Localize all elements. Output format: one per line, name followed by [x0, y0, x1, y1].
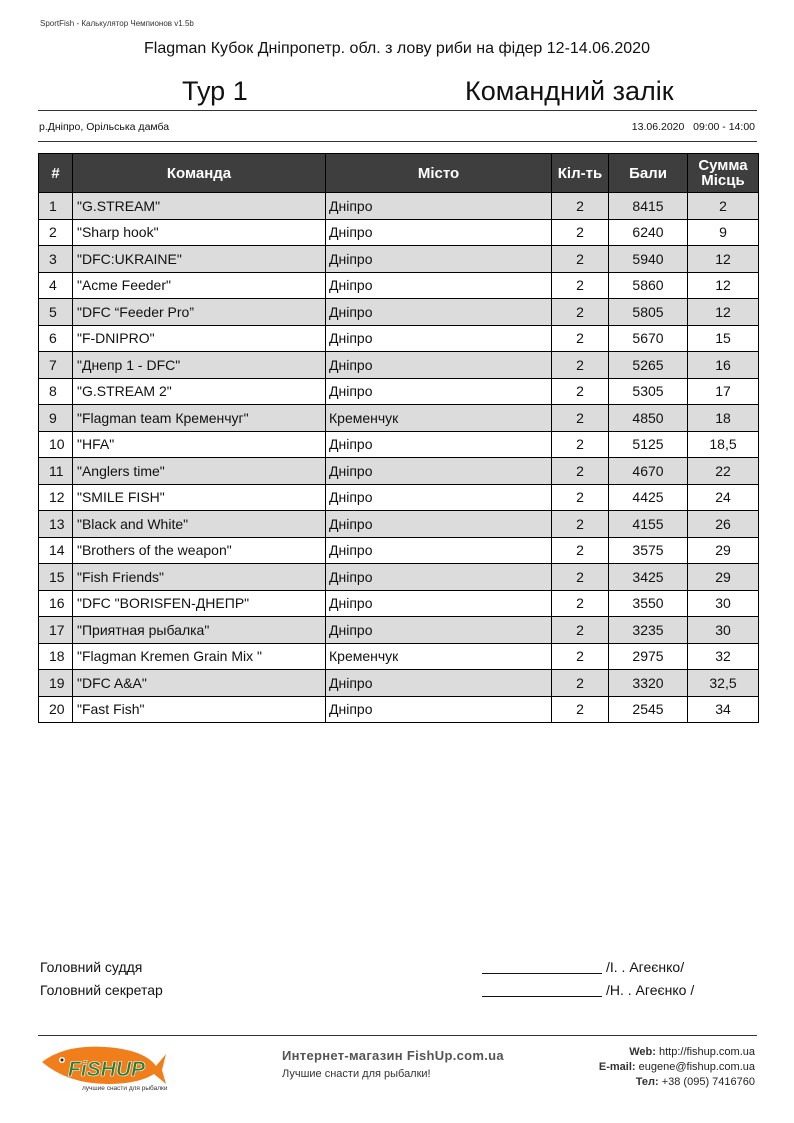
cell-num: 20 [39, 696, 73, 723]
cell-places: 12 [688, 299, 759, 326]
table-row [39, 219, 759, 246]
cell-places: 29 [688, 537, 759, 564]
secretary-label: Головний секретар [40, 982, 163, 998]
judge-name: /І. . Агеєнко/ [606, 959, 685, 975]
cell-points: 6240 [609, 219, 688, 246]
contact-tel [599, 1075, 755, 1090]
cell-points: 4425 [609, 484, 688, 511]
secretary-name: /Н. . Агеєнко / [606, 982, 695, 998]
cell-city: Дніпро [326, 458, 552, 485]
table-row [39, 564, 759, 591]
results-body [39, 193, 759, 723]
cell-places: 18 [688, 405, 759, 432]
cell-count: 2 [552, 484, 609, 511]
table-row [39, 458, 759, 485]
cell-city: Дніпро [326, 590, 552, 617]
cell-places: 18,5 [688, 431, 759, 458]
footer-divider [38, 1035, 757, 1036]
cell-count: 2 [552, 325, 609, 352]
cell-team: "Acme Feeder" [73, 272, 326, 299]
cell-num: 16 [39, 590, 73, 617]
cell-team: "Black and White" [73, 511, 326, 538]
cell-count: 2 [552, 352, 609, 379]
cell-places: 29 [688, 564, 759, 591]
cell-count: 2 [552, 696, 609, 723]
cell-team: "DFC A&A" [73, 670, 326, 697]
fish-logo-icon [38, 1040, 168, 1092]
cell-city: Дніпро [326, 511, 552, 538]
header-points: Бали [609, 154, 688, 193]
cell-num: 17 [39, 617, 73, 644]
cell-points: 2975 [609, 643, 688, 670]
shop-name: Интернет-магазин FishUp.com.ua [282, 1048, 504, 1063]
cell-team: "Anglers time" [73, 458, 326, 485]
table-row [39, 643, 759, 670]
table-row [39, 352, 759, 379]
cell-team: "F-DNIPRO" [73, 325, 326, 352]
cell-team: "DFC "BORISFEN-ДНЕПР" [73, 590, 326, 617]
cell-count: 2 [552, 299, 609, 326]
cell-places: 32 [688, 643, 759, 670]
cell-num: 11 [39, 458, 73, 485]
cell-places: 34 [688, 696, 759, 723]
table-row [39, 405, 759, 432]
date-time [632, 121, 755, 133]
tel-label: Тел: [635, 1076, 659, 1088]
cell-team: "Sharp hook" [73, 219, 326, 246]
cell-places: 22 [688, 458, 759, 485]
cell-city: Дніпро [326, 219, 552, 246]
cell-team: "Flagman team Кременчуг" [73, 405, 326, 432]
cell-places: 2 [688, 193, 759, 220]
cell-points: 2545 [609, 696, 688, 723]
cell-count: 2 [552, 458, 609, 485]
cell-num: 6 [39, 325, 73, 352]
table-row [39, 378, 759, 405]
event-title: Flagman Кубок Дніпропетр. обл. з лову риби на фідер 12-14.06.2020 [144, 40, 650, 57]
cell-team: "SMILE FISH" [73, 484, 326, 511]
cell-num: 3 [39, 246, 73, 273]
cell-points: 5305 [609, 378, 688, 405]
event-time: 09:00 - 14:00 [693, 121, 755, 133]
cell-places: 16 [688, 352, 759, 379]
cell-num: 7 [39, 352, 73, 379]
header-places [688, 154, 759, 193]
cell-places: 12 [688, 246, 759, 273]
cell-team: "Fish Friends" [73, 564, 326, 591]
cell-points: 8415 [609, 193, 688, 220]
cell-count: 2 [552, 219, 609, 246]
cell-points: 3235 [609, 617, 688, 644]
tel-number: +38 (095) 7416760 [661, 1076, 755, 1088]
cell-count: 2 [552, 643, 609, 670]
round-title: Тур 1 [182, 76, 248, 106]
judge-label: Головний суддя [40, 959, 143, 975]
cell-team: "DFC:UKRAINE" [73, 246, 326, 273]
cell-city: Дніпро [326, 431, 552, 458]
table-row [39, 272, 759, 299]
cell-team: "HFA" [73, 431, 326, 458]
cell-count: 2 [552, 617, 609, 644]
cell-team: "DFC “Feeder Pro” [73, 299, 326, 326]
software-caption: SportFish - Калькулятор Чемпионов v1.5b [40, 19, 194, 28]
header-places-line2: Місць [701, 172, 745, 189]
cell-places: 32,5 [688, 670, 759, 697]
cell-city: Дніпро [326, 246, 552, 273]
cell-points: 4155 [609, 511, 688, 538]
header-num: # [39, 154, 73, 193]
cell-num: 2 [39, 219, 73, 246]
table-row [39, 696, 759, 723]
cell-places: 24 [688, 484, 759, 511]
cell-points: 3575 [609, 537, 688, 564]
cell-city: Дніпро [326, 564, 552, 591]
cell-num: 10 [39, 431, 73, 458]
cell-num: 12 [39, 484, 73, 511]
cell-points: 5940 [609, 246, 688, 273]
header-divider [38, 110, 757, 111]
cell-city: Кременчук [326, 405, 552, 432]
cell-city: Дніпро [326, 537, 552, 564]
table-row [39, 431, 759, 458]
cell-city: Дніпро [326, 299, 552, 326]
cell-team: "G.STREAM" [73, 193, 326, 220]
judge-signature-line [482, 973, 602, 974]
cell-places: 30 [688, 617, 759, 644]
cell-count: 2 [552, 590, 609, 617]
cell-city: Дніпро [326, 272, 552, 299]
table-header-row [39, 154, 759, 193]
table-row [39, 325, 759, 352]
table-row [39, 590, 759, 617]
cell-points: 3550 [609, 590, 688, 617]
header-city: Місто [326, 154, 552, 193]
cell-team: "Flagman Kremen Grain Mix " [73, 643, 326, 670]
header-team: Команда [73, 154, 326, 193]
web-link[interactable]: http://fishup.com.ua [659, 1046, 755, 1058]
cell-num: 9 [39, 405, 73, 432]
cell-num: 13 [39, 511, 73, 538]
cell-num: 18 [39, 643, 73, 670]
cell-city: Дніпро [326, 352, 552, 379]
cell-points: 3425 [609, 564, 688, 591]
cell-city: Дніпро [326, 484, 552, 511]
table-row [39, 246, 759, 273]
venue-location: р.Дніпро, Орільська дамба [39, 121, 170, 133]
cell-count: 2 [552, 431, 609, 458]
header-places-line1: Сумма [698, 157, 748, 174]
cell-num: 1 [39, 193, 73, 220]
cell-team: "Brothers of the weapon" [73, 537, 326, 564]
standing-type-title: Командний залік [465, 76, 674, 106]
cell-city: Дніпро [326, 193, 552, 220]
cell-count: 2 [552, 193, 609, 220]
subheader-divider [38, 141, 757, 142]
contacts-block [599, 1045, 755, 1090]
cell-places: 26 [688, 511, 759, 538]
cell-count: 2 [552, 511, 609, 538]
email-link[interactable]: eugene@fishup.com.ua [638, 1061, 755, 1073]
email-label: E-mail: [598, 1061, 636, 1073]
table-row [39, 484, 759, 511]
cell-num: 4 [39, 272, 73, 299]
cell-team: "Днепр 1 - DFC" [73, 352, 326, 379]
cell-team: "G.STREAM 2" [73, 378, 326, 405]
event-date: 13.06.2020 [631, 121, 685, 133]
cell-num: 19 [39, 670, 73, 697]
fishup-logo [38, 1040, 168, 1092]
cell-count: 2 [552, 537, 609, 564]
cell-points: 4670 [609, 458, 688, 485]
table-row [39, 537, 759, 564]
cell-points: 4850 [609, 405, 688, 432]
cell-points: 5125 [609, 431, 688, 458]
cell-places: 30 [688, 590, 759, 617]
cell-num: 14 [39, 537, 73, 564]
cell-city: Дніпро [326, 378, 552, 405]
cell-points: 5860 [609, 272, 688, 299]
table-row [39, 617, 759, 644]
cell-count: 2 [552, 378, 609, 405]
table-row [39, 511, 759, 538]
shop-slogan: Лучшие снасти для рыбалки! [282, 1068, 431, 1080]
cell-places: 15 [688, 325, 759, 352]
results-table [38, 153, 759, 723]
contact-web [599, 1045, 755, 1060]
cell-places: 12 [688, 272, 759, 299]
cell-team: "Fast Fish" [73, 696, 326, 723]
cell-city: Дніпро [326, 670, 552, 697]
cell-points: 5805 [609, 299, 688, 326]
cell-num: 5 [39, 299, 73, 326]
cell-city: Дніпро [326, 696, 552, 723]
cell-places: 17 [688, 378, 759, 405]
cell-city: Дніпро [326, 617, 552, 644]
cell-count: 2 [552, 272, 609, 299]
cell-num: 15 [39, 564, 73, 591]
cell-city: Дніпро [326, 325, 552, 352]
cell-count: 2 [552, 246, 609, 273]
cell-count: 2 [552, 564, 609, 591]
cell-num: 8 [39, 378, 73, 405]
cell-points: 3320 [609, 670, 688, 697]
logo-wordmark: FiSHUP [68, 1058, 146, 1081]
cell-count: 2 [552, 405, 609, 432]
cell-points: 5670 [609, 325, 688, 352]
table-row [39, 670, 759, 697]
cell-team: "Приятная рыбалка" [73, 617, 326, 644]
cell-count: 2 [552, 670, 609, 697]
cell-points: 5265 [609, 352, 688, 379]
contact-email [599, 1060, 755, 1075]
web-label: Web: [629, 1046, 656, 1058]
logo-tagline: лучшие снасти для рыбалки [82, 1085, 168, 1092]
table-row [39, 193, 759, 220]
secretary-signature-line [482, 996, 602, 997]
cell-places: 9 [688, 219, 759, 246]
table-row [39, 299, 759, 326]
header-count: Кіл-ть [552, 154, 609, 193]
cell-city: Кременчук [326, 643, 552, 670]
